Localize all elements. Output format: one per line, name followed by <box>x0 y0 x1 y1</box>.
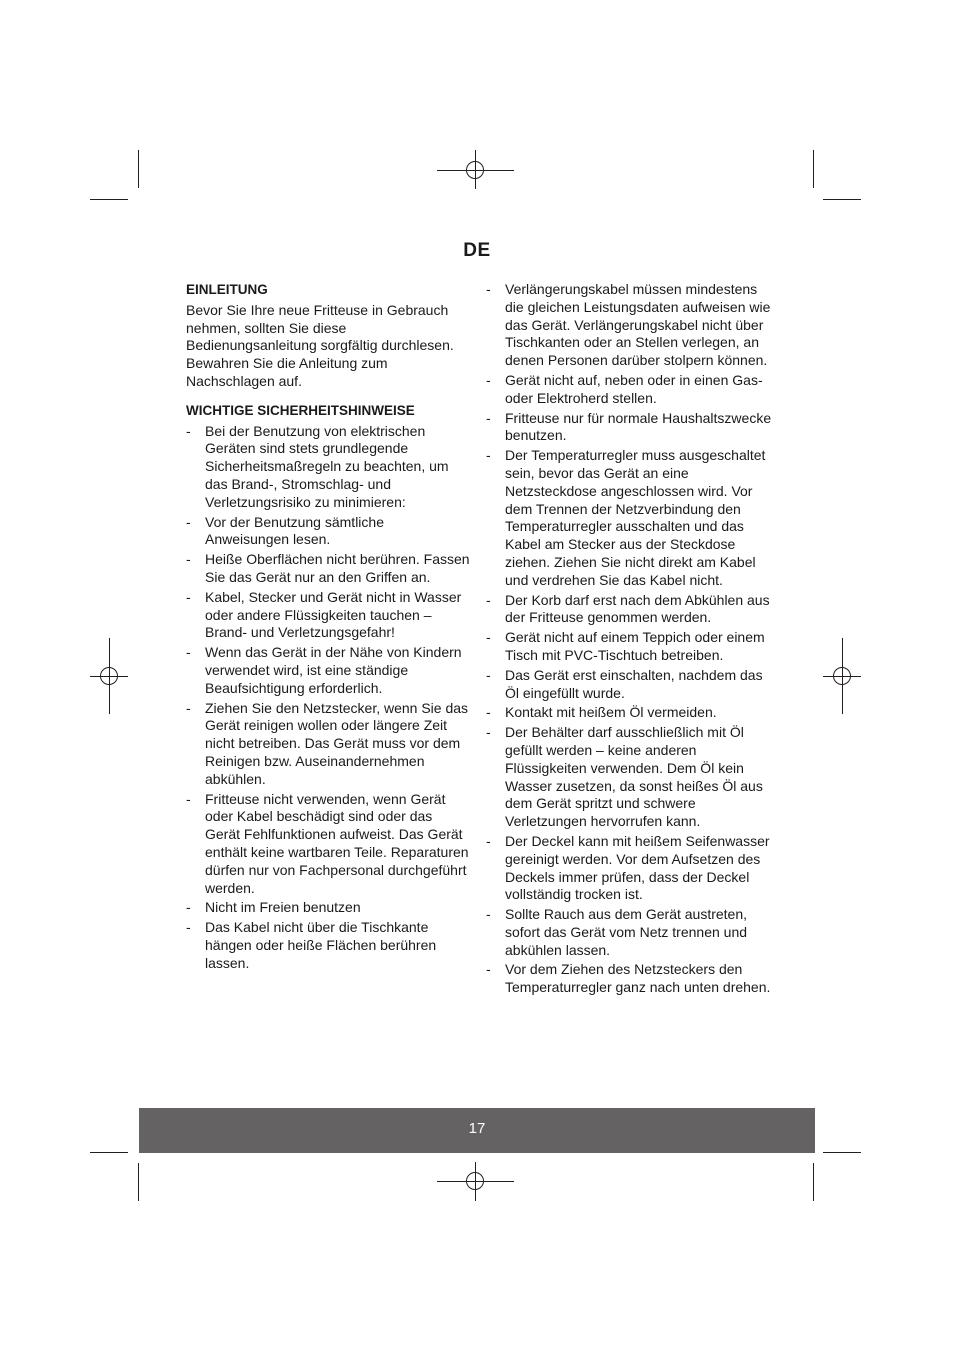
page-number: 17 <box>468 1120 486 1137</box>
list-item: - Nicht im Freien benutzen <box>186 899 471 917</box>
right-column <box>486 281 776 999</box>
list-item: - Gerät nicht auf, neben oder in einen Gas- oder Elektroherd stellen. <box>486 372 776 408</box>
list-item: - Der Temperaturregler muss ausgeschaltet sein, bevor das Gerät an eine Netzsteckdose angeschlossen wird. Vor dem Trennen der Netzverbindung den Temperaturregler ausschalten und das Kabel am Stecker aus der Steckdose ziehen. Ziehen Sie nicht direkt am Kabel und verdrehen Sie das Kabel nicht. <box>486 447 776 589</box>
list-item: - Heiße Oberflächen nicht berühren. Fassen Sie das Gerät nur an den Griffen an. <box>186 551 471 587</box>
list-item: - Kontakt mit heißem Öl vermeiden. <box>486 704 776 722</box>
list-item: - Vor der Benutzung sämtliche Anweisungen lesen. <box>186 514 471 550</box>
crop-mark <box>813 150 814 188</box>
language-label: DE <box>463 240 491 261</box>
list-item: - Das Gerät erst einschalten, nachdem das Öl eingefüllt wurde. <box>486 667 776 703</box>
list-item: - Gerät nicht auf einem Teppich oder einem Tisch mit PVC-Tischtuch betreiben. <box>486 629 776 665</box>
safety-list-right <box>486 281 776 997</box>
list-item: - Der Korb darf erst nach dem Abkühlen aus der Fritteuse genommen werden. <box>486 592 776 628</box>
list-item: - Kabel, Stecker und Gerät nicht in Wasser oder andere Flüssigkeiten tauchen – Brand- und Verletzungsgefahr! <box>186 589 471 642</box>
intro-heading: EINLEITUNG <box>186 282 268 297</box>
list-item: - Bei der Benutzung von elektrischen Geräten sind stets grundlegende Sicherheitsmaßregeln zu beachten, um das Brand-, Stromschlag- und Verletzungsrisiko zu minimieren: <box>186 423 471 512</box>
footer-bar <box>139 1108 815 1153</box>
safety-list-left <box>186 423 471 973</box>
crop-mark <box>823 1152 861 1153</box>
crop-mark <box>138 1163 139 1201</box>
list-item: - Der Behälter darf ausschließlich mit Öl gefüllt werden – keine anderen Flüssigkeiten verwenden. Dem Öl kein Wasser zusetzen, da sonst heißes Öl aus dem Gerät spritzt und schwere Verletzungen hervorrufen kann. <box>486 724 776 831</box>
list-item: - Das Kabel nicht über die Tischkante hängen oder heiße Flächen berühren lassen. <box>186 919 471 972</box>
crop-mark <box>138 150 139 188</box>
safety-heading: WICHTIGE SICHERHEITSHINWEISE <box>186 402 415 418</box>
crop-mark <box>90 1152 128 1153</box>
intro-text: Bevor Sie Ihre neue Fritteuse in Gebrauch nehmen, sollten Sie diese Bedienungsanleitung sorgfältig durchlesen. Bewahren Sie die Anleitung zum Nachschlagen auf. <box>186 301 454 389</box>
list-item: - Der Deckel kann mit heißem Seifenwasser gereinigt werden. Vor dem Aufsetzen des Deckels immer prüfen, dass der Deckel vollständig trocken ist. <box>486 833 776 904</box>
left-column <box>186 281 471 974</box>
list-item: - Wenn das Gerät in der Nähe von Kindern verwendet wird, ist eine ständige Beaufsichtigung erforderlich. <box>186 644 471 697</box>
list-item: - Sollte Rauch aus dem Gerät austreten, sofort das Gerät vom Netz trennen und abkühlen lassen. <box>486 906 776 959</box>
crop-mark <box>90 199 128 200</box>
list-item: - Fritteuse nicht verwenden, wenn Gerät oder Kabel beschädigt sind oder das Gerät Fehlfunktionen aufweist. Das Gerät enthält keine wartbaren Teile. Reparaturen dürfen nur von Fachpersonal durchgeführt werden. <box>186 791 471 898</box>
crop-mark <box>813 1163 814 1201</box>
list-item: - Fritteuse nur für normale Haushaltszwecke benutzen. <box>486 410 776 446</box>
list-item: - Vor dem Ziehen des Netzsteckers den Temperaturregler ganz nach unten drehen. <box>486 961 776 997</box>
list-item: - Ziehen Sie den Netzstecker, wenn Sie das Gerät reinigen wollen oder längere Zeit nicht betreiben. Das Gerät muss vor dem Reinigen bzw. Auseinandernehmen abkühlen. <box>186 700 471 789</box>
crop-mark <box>823 199 861 200</box>
list-item: - Verlängerungskabel müssen mindestens die gleichen Leistungsdaten aufweisen wie das Gerät. Verlängerungskabel nicht über Tischkanten oder an Stellen verlegen, an denen Personen darüber stolpern können. <box>486 281 776 370</box>
